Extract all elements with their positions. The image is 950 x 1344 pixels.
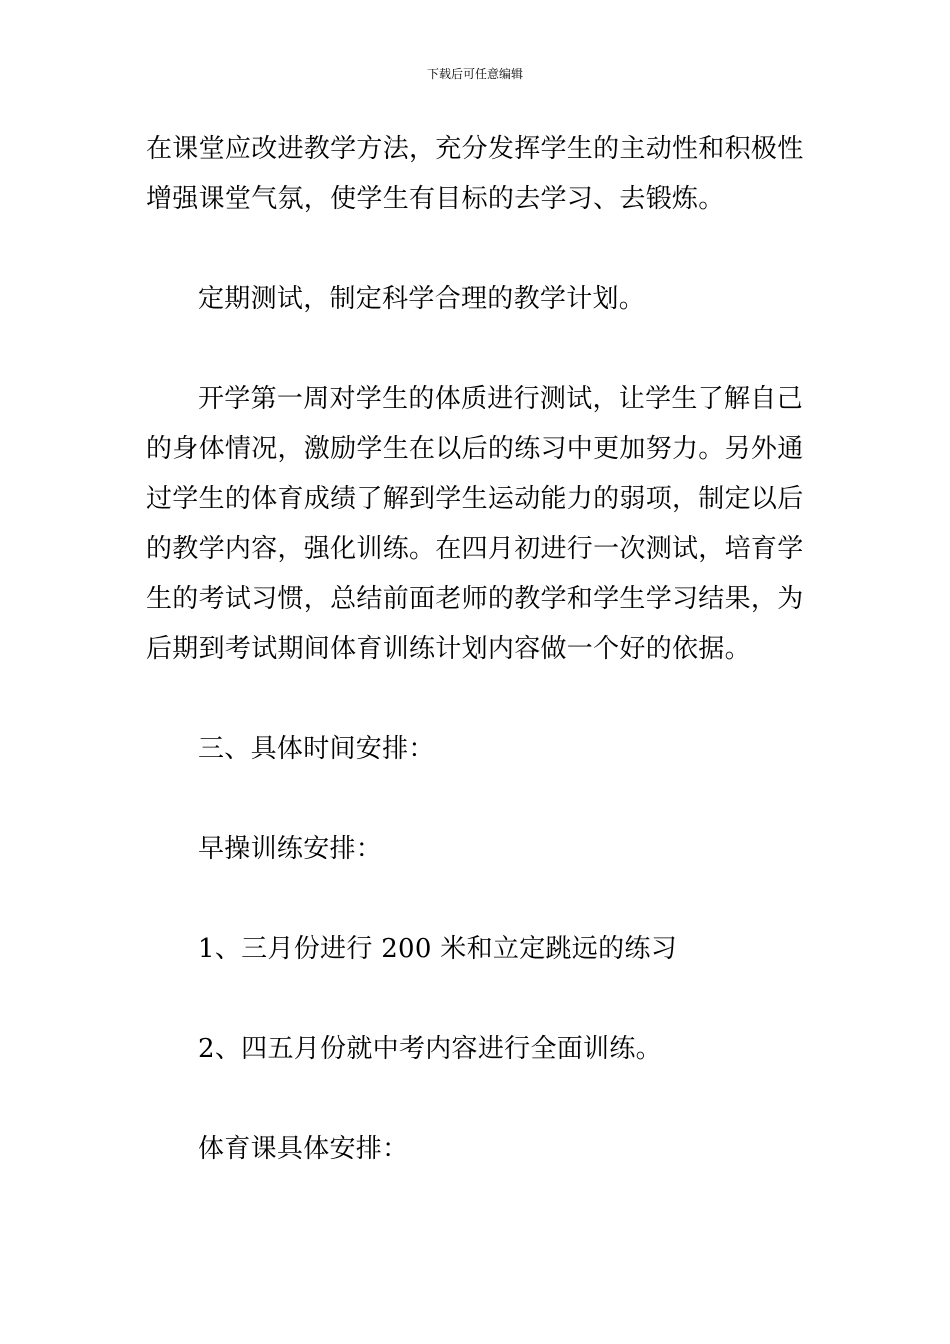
paragraph-line: 后期到考试期间体育训练计划内容做一个好的依据。 — [146, 634, 751, 664]
paragraph-line: 过学生的体育成绩了解到学生运动能力的弱项，制定以后 — [146, 484, 804, 514]
subsection-heading: 体育课具体安排： — [198, 1134, 409, 1164]
paragraph-line: 的教学内容，强化训练。在四月初进行一次测试，培育学 — [146, 534, 804, 564]
paragraph-line: 的身体情况，激励学生在以后的练习中更加努力。另外通 — [146, 434, 804, 464]
list-item: 1、三月份进行 200 米和立定跳远的练习 — [198, 934, 677, 964]
header-note: 下载后可任意编辑 — [426, 67, 523, 81]
list-item: 2、四五月份就中考内容进行全面训练。 — [198, 1034, 662, 1064]
paragraph-line: 增强课堂气氛，使学生有目标的去学习、去锻炼。 — [146, 184, 725, 214]
paragraph-line: 开学第一周对学生的体质进行测试，让学生了解自己 — [198, 384, 803, 414]
paragraph-line: 在课堂应改进教学方法，充分发挥学生的主动性和积极性 — [146, 134, 804, 164]
section-heading: 三、具体时间安排： — [198, 734, 435, 764]
subsection-heading: 早操训练安排： — [198, 834, 383, 864]
paragraph-heading: 定期测试，制定科学合理的教学计划。 — [198, 284, 646, 314]
paragraph-line: 生的考试习惯，总结前面老师的教学和学生学习结果，为 — [146, 584, 804, 614]
